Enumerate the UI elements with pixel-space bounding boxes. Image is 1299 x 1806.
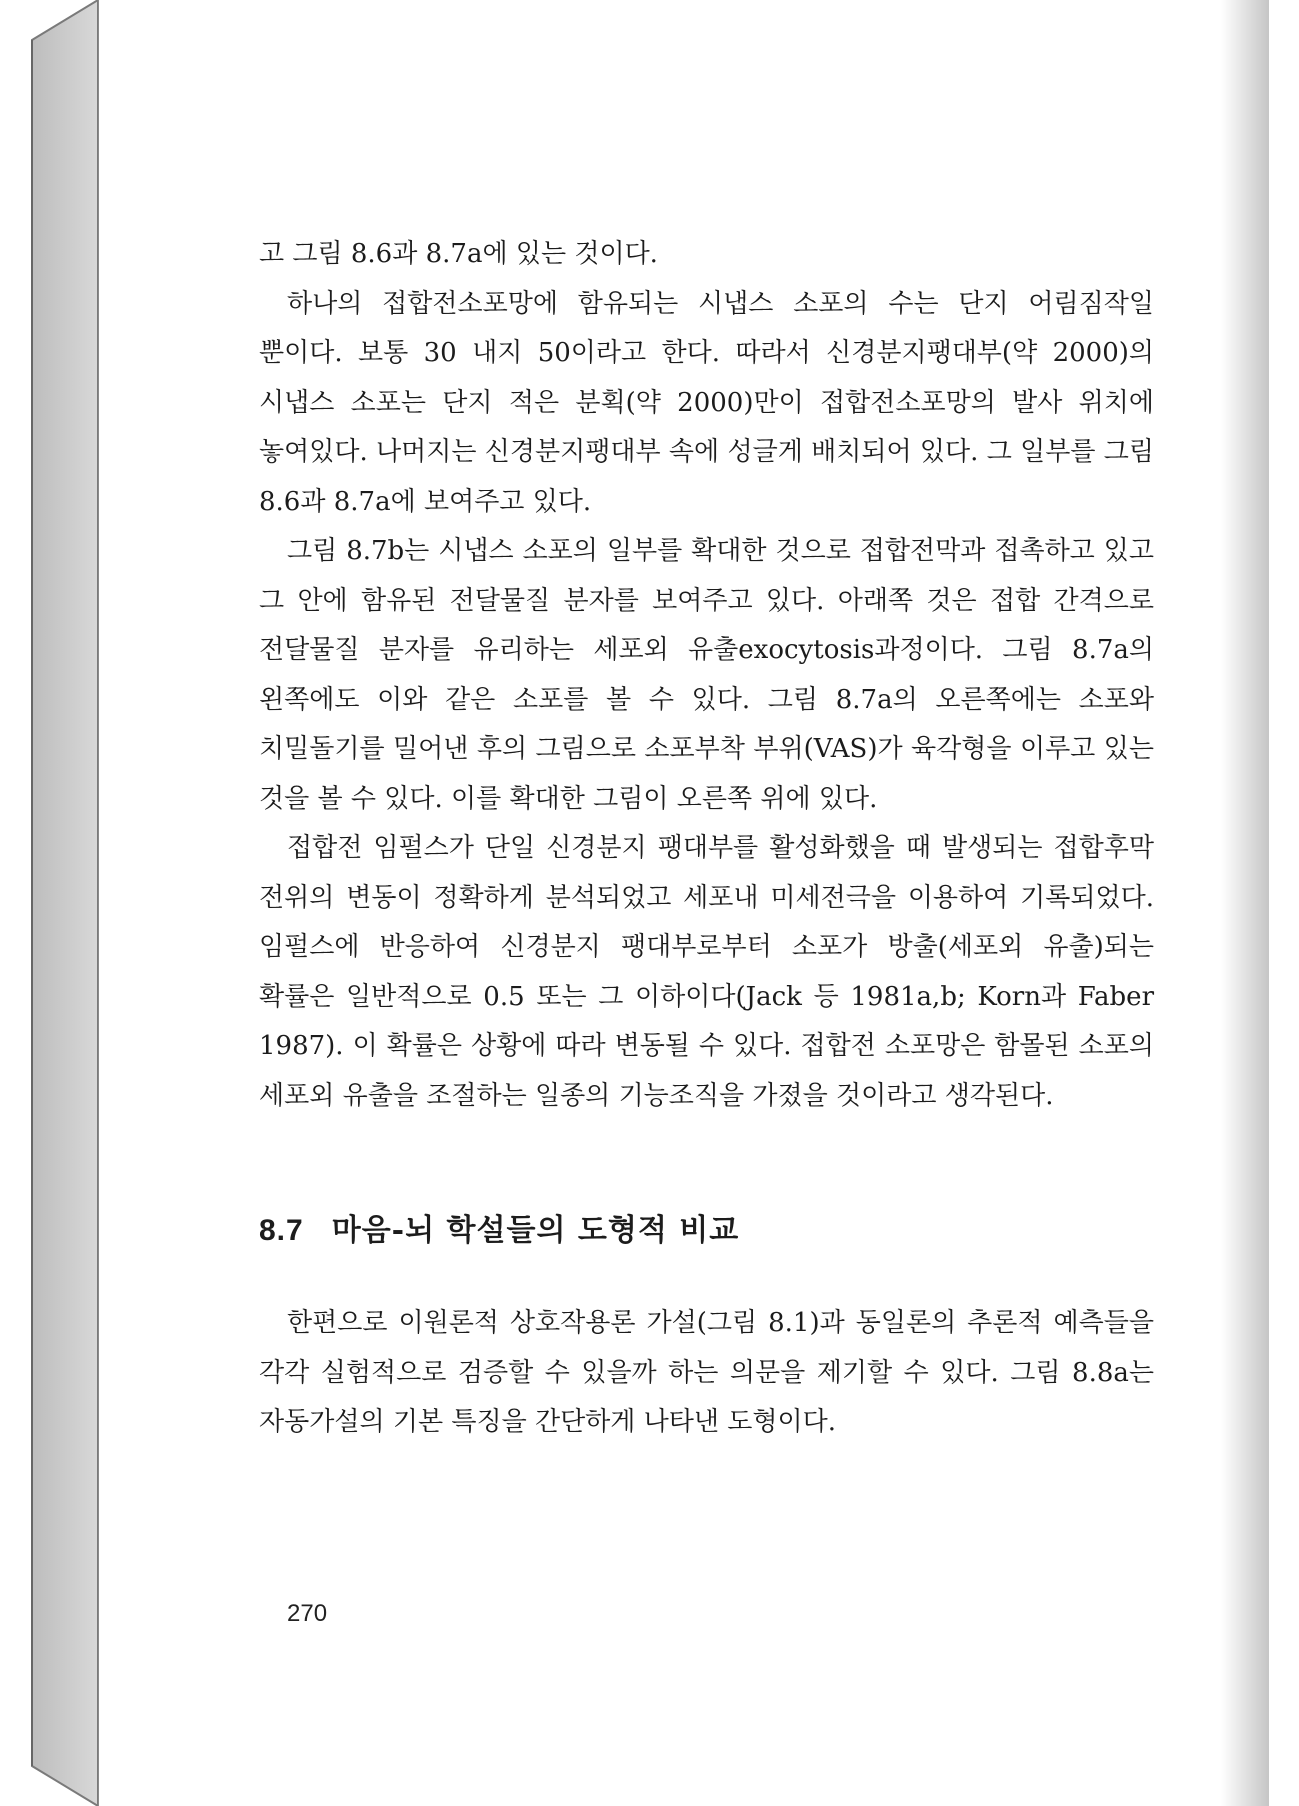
section-title: 마음-뇌 학설들의 도형적 비교 <box>331 1213 740 1248</box>
paragraph-4: 한편으로 이원론적 상호작용론 가설(그림 8.1)과 동일론의 추론적 예측들을 각각 실험적으로 검증할 수 있을까 하는 의문을 제기할 수 있다. 그림 8.8a는 자동가설의 기본 특징을 간단하게 나타낸 도형이다. <box>259 1308 1154 1437</box>
page-body <box>259 230 1154 1448</box>
paragraph-2: 그림 8.7b는 시냅스 소포의 일부를 확대한 것으로 접합전막과 접촉하고 있고 그 안에 함유된 전달물질 분자를 보여주고 있다. 아래쪽 것은 접합 간격으로 전달물질 분자를 유리하는 세포외 유출exocytosis과정이다. 그림 8.7a의 왼쪽에도 이와 같은 소포를 볼 수 있다. 그림 8.7a의 오른쪽에는 소포와 치밀돌기를 밀어낸 후의 그림으로 소포부착 부위(VAS)가 육각형을 이루고 있는 것을 볼 수 있다. 이를 확대한 그림이 오른쪽 위에 있다. <box>259 536 1154 814</box>
paragraph-1: 하나의 접합전소포망에 함유되는 시냅스 소포의 수는 단지 어림짐작일 뿐이다. 보통 30 내지 50이라고 한다. 따라서 신경분지팽대부(약 2000)의 시냅스 소포는 단지 적은 분획(약 2000)만이 접합전소포망의 발사 위치에 놓여있다. 나머지는 신경분지팽대부 속에 성글게 배치되어 있다. 그 일부를 그림 8.6과 8.7a에 보여주고 있다. <box>259 288 1154 517</box>
section-number: 8.7 <box>259 1214 304 1247</box>
page-number: 270 <box>287 1600 328 1627</box>
book-page <box>98 0 1269 1806</box>
section-heading <box>259 1211 1154 1251</box>
paragraph-3: 접합전 임펄스가 단일 신경분지 팽대부를 활성화했을 때 발생되는 접합후막 전위의 변동이 정확하게 분석되었고 세포내 미세전극을 이용하여 기록되었다. 임펄스에 반응하여 신경분지 팽대부로부터 소포가 방출(세포외 유출)되는 확률은 일반적으로 0.5 또는 그 이하이다(Jack 등 1981a,b; Korn과 Faber 1987). 이 확률은 상황에 따라 변동될 수 있다. 접합전 소포망은 함몰된 소포의 세포외 유출을 조절하는 일종의 기능조직을 가졌을 것이라고 생각된다. <box>259 833 1154 1111</box>
page-edge-shadow <box>1221 0 1269 1806</box>
paragraph-0: 고 그림 8.6과 8.7a에 있는 것이다. <box>259 239 658 269</box>
